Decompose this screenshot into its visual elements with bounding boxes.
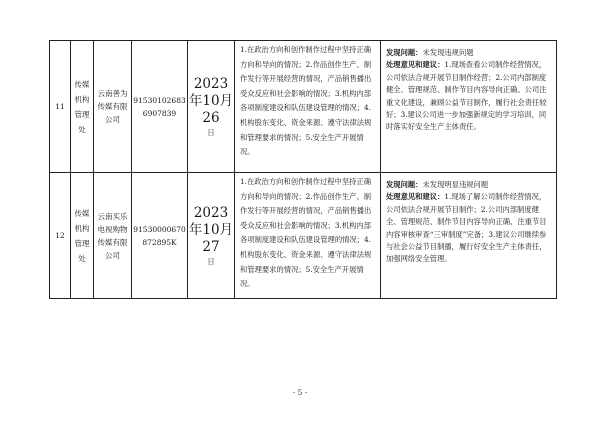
finding-label: 发现问题： xyxy=(386,48,423,57)
row-index: 12 xyxy=(50,173,71,299)
row-index: 11 xyxy=(50,41,71,173)
finding-label: 发现问题： xyxy=(386,180,423,189)
department-cell xyxy=(71,173,94,299)
advice-paragraph xyxy=(386,191,552,265)
inspection-result xyxy=(381,173,557,299)
department-line: 管理 xyxy=(74,109,90,119)
department-line: 传媒 xyxy=(74,79,90,89)
table-row xyxy=(50,173,557,299)
finding-text: 未发现明显违规问题 xyxy=(422,180,489,189)
credit-code: 915301026836907839 xyxy=(132,41,188,173)
department-line: 管理 xyxy=(74,238,90,248)
department-cell xyxy=(71,41,94,173)
page-number: - 5 - xyxy=(292,388,308,397)
finding-text: 未发现违规问题 xyxy=(422,48,474,57)
company-name: 云南善为传媒有限公司 xyxy=(94,41,132,173)
date-day: 日 xyxy=(207,256,215,266)
department-line: 机构 xyxy=(74,223,90,233)
inspection-date xyxy=(188,173,235,299)
finding-paragraph xyxy=(386,179,552,191)
department-line: 处 xyxy=(78,124,86,134)
inspection-content xyxy=(235,173,381,299)
company-name: 云南买乐电视购物传媒有限公司 xyxy=(94,173,132,299)
inspection-date xyxy=(188,41,235,173)
inspection-result xyxy=(381,41,557,173)
advice-text: 1.现场了解公司制作经营情况，公司依法合规开展节目制作；2.公司内部制度健全、管理规范、制作节目内容导向正确、注重节目内容审核审查“三审制度”完备；3.建议公司继续参与社会公益节目制播，履行好安全生产主体责任，加强网络安全管理。 xyxy=(386,192,547,264)
finding-paragraph xyxy=(386,47,552,59)
date-main: 2023年10月26 xyxy=(188,75,234,126)
content-text: 1.在政治方向和创作制作过程中坚持正确方向和导向的情况；2.作品创作生产、制作发行等开展经营的情况，产品销售播出受众反应和社会影响的情况；3.机构内部各项制度建设和队伍建设管理的情况；4.机构股东变化、资金来源、遵守法律法规和管理要求的情况；5.安全生产开展情况。 xyxy=(240,177,372,289)
table-row xyxy=(50,41,557,173)
advice-paragraph xyxy=(386,59,552,133)
inspection-record-table xyxy=(49,40,557,299)
advice-text: 1.现场查看公司制作经营情况，公司依法合规开展节目制作经营；2.公司内部制度健全、管理规范、制作节目内容导向正确、公司注重文化建设，兼顾公益节目制作，履行社会责任较好；3.建议公司进一步加强新规定的学习培训，同时落实好安全生产主体责任。 xyxy=(386,60,547,132)
content-text: 1.在政治方向和创作制作过程中坚持正确方向和导向的情况；2.作品创作生产、制作发行等开展经营的情况，产品销售播出受众反应和社会影响的情况；3.机构内部各项制度建设和队伍建设管理的情况；4.机构股东变化、资金来源、遵守法律法规和管理要求的情况；5.安全生产开展情况。 xyxy=(240,45,372,157)
inspection-content xyxy=(235,41,381,173)
advice-label: 处理意见和建议： xyxy=(386,192,445,202)
advice-label: 处理意见和建议： xyxy=(386,60,445,70)
department-line: 处 xyxy=(78,253,86,263)
date-main: 2023年10月27 xyxy=(188,204,234,255)
department-line: 传媒 xyxy=(74,208,90,218)
department-line: 机构 xyxy=(74,94,90,104)
date-day: 日 xyxy=(207,127,215,137)
credit-code: 91530000670872895K xyxy=(132,173,188,299)
